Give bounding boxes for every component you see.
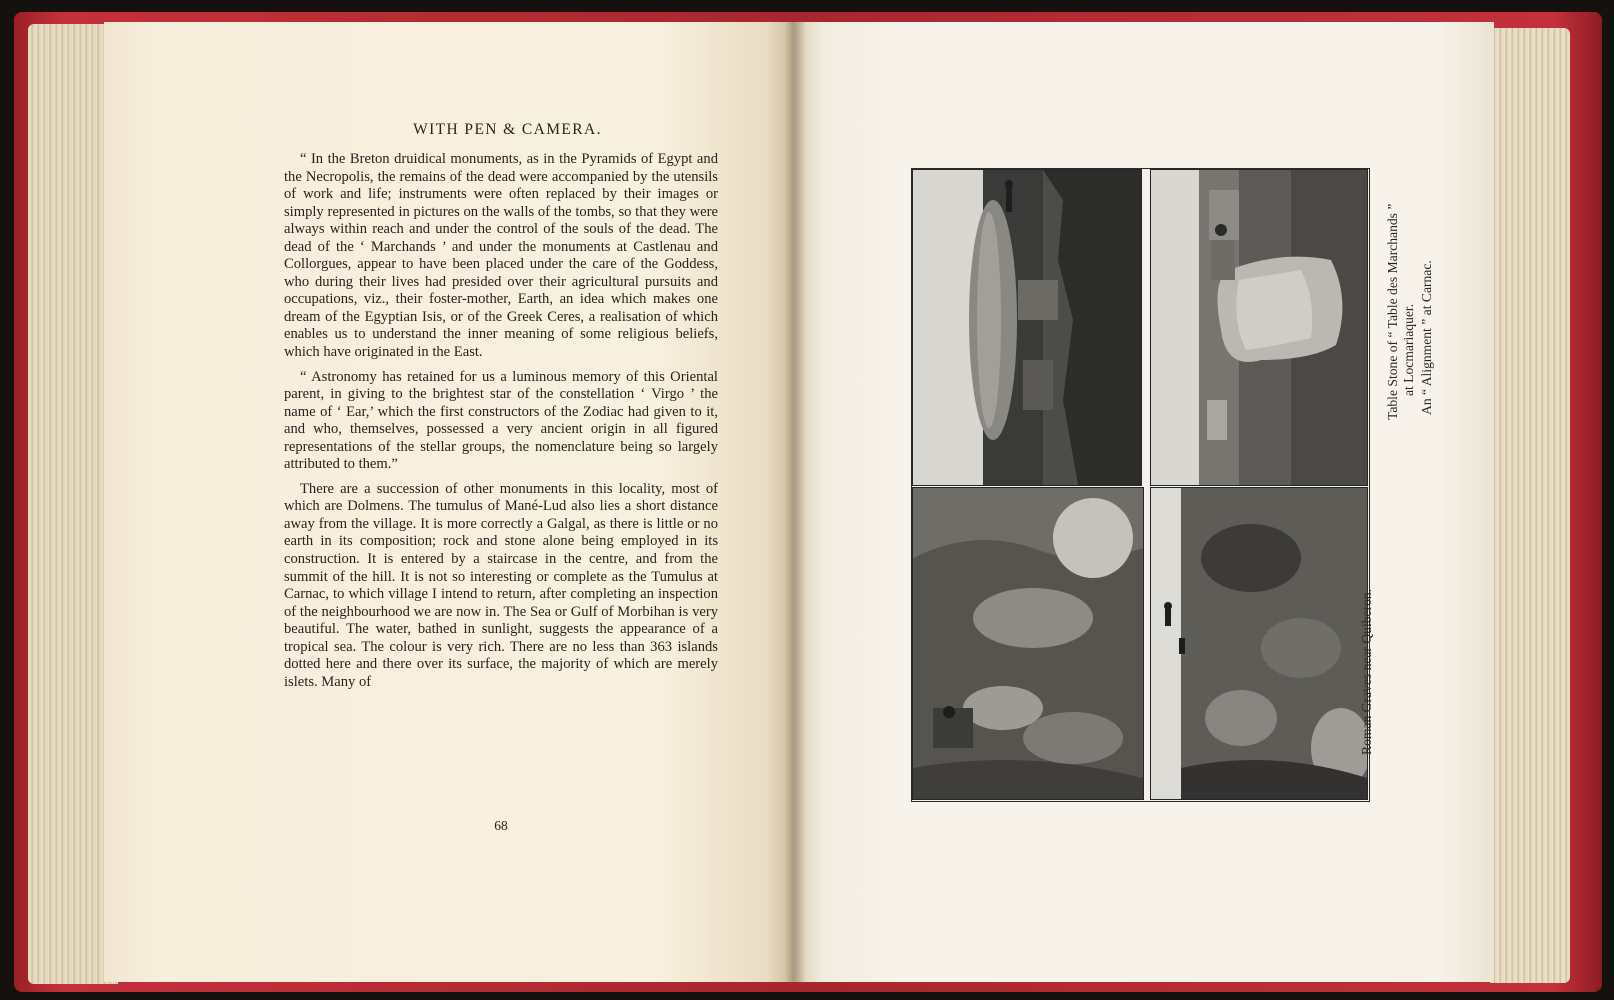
book-gutter (784, 22, 806, 982)
running-head: WITH PEN & CAMERA. (413, 121, 602, 138)
caption-roman-graves: Roman Graves near Quiberon. (1359, 588, 1374, 755)
standing-stone-photo (1150, 169, 1368, 486)
caption-table-stone: Table Stone of “ Table des Marchands ” (1385, 203, 1400, 420)
paragraph: “ In the Breton druidical monuments, as in the Pyramids of Egypt and the Necropolis, the remains of the dead were accompanied by the utensils of work and life; instruments were often replaced by their images or simply represented in pictures on the walls of the tombs, so that they were always within reach and under the control of the souls of the dead. The dead of the ‘ Marchands ’ and under the monuments at Castlenau and Collorgues, appear to have been placed under the care of the Goddess, who during their lives had presided over their agricultural pursuits and occupations, viz., their foster-mother, Earth, an idea which makes one dream of the Egyptian Isis, or of the Greek Ceres, a realisation of which enables us to understand the inner meaning of some religious beliefs, which have originated in the East. (284, 151, 718, 361)
body-text (284, 151, 718, 698)
right-page-edges (1490, 28, 1570, 983)
paragraph: There are a succession of other monuments in this locality, most of which are Dolmens. The tumulus of Mané-Lud also lies a short distance away from the village. It is more correctly a Galgal, as there is little or no earth in its composition; rock and stone alone being employed in its construction. It is entered by a staircase in the centre, and from the summit of the hill. It is not so interesting or complete as the Tumulus at Carnac, to which village I intend to return, after completing an inspection of the neighbourhood we are now in. The Sea or Gulf of Morbihan is very beautiful. The water, bathed in sunlight, suggests the appearance of a tropical sea. The colour is very rich. There are no less than 363 islands dotted here and there over its surface, the majority of which are merely islets. Many of (284, 480, 718, 690)
roman-graves-photo-right (1150, 487, 1368, 800)
table-stone-photo (912, 169, 1142, 486)
caption-alignment: An “ Alignment ” at Carnac. (1419, 260, 1434, 415)
caption-table-stone-location: at Locmariaquer. (1401, 303, 1416, 396)
page-number: 68 (494, 818, 508, 833)
roman-graves-photo-left (912, 487, 1144, 800)
paragraph: “ Astronomy has retained for us a luminous memory of this Oriental parent, in giving to the brightest star of the constellation ‘ Virgo ’ the name of ‘ Ear,’ which the first constructors of the Zodiac had given to it, and who, themselves, possessed a very ancient origin in all figured representations of the stellar groups, the nomenclature being so largely attributed to them.” (284, 368, 718, 473)
photo-plate (911, 168, 1370, 802)
